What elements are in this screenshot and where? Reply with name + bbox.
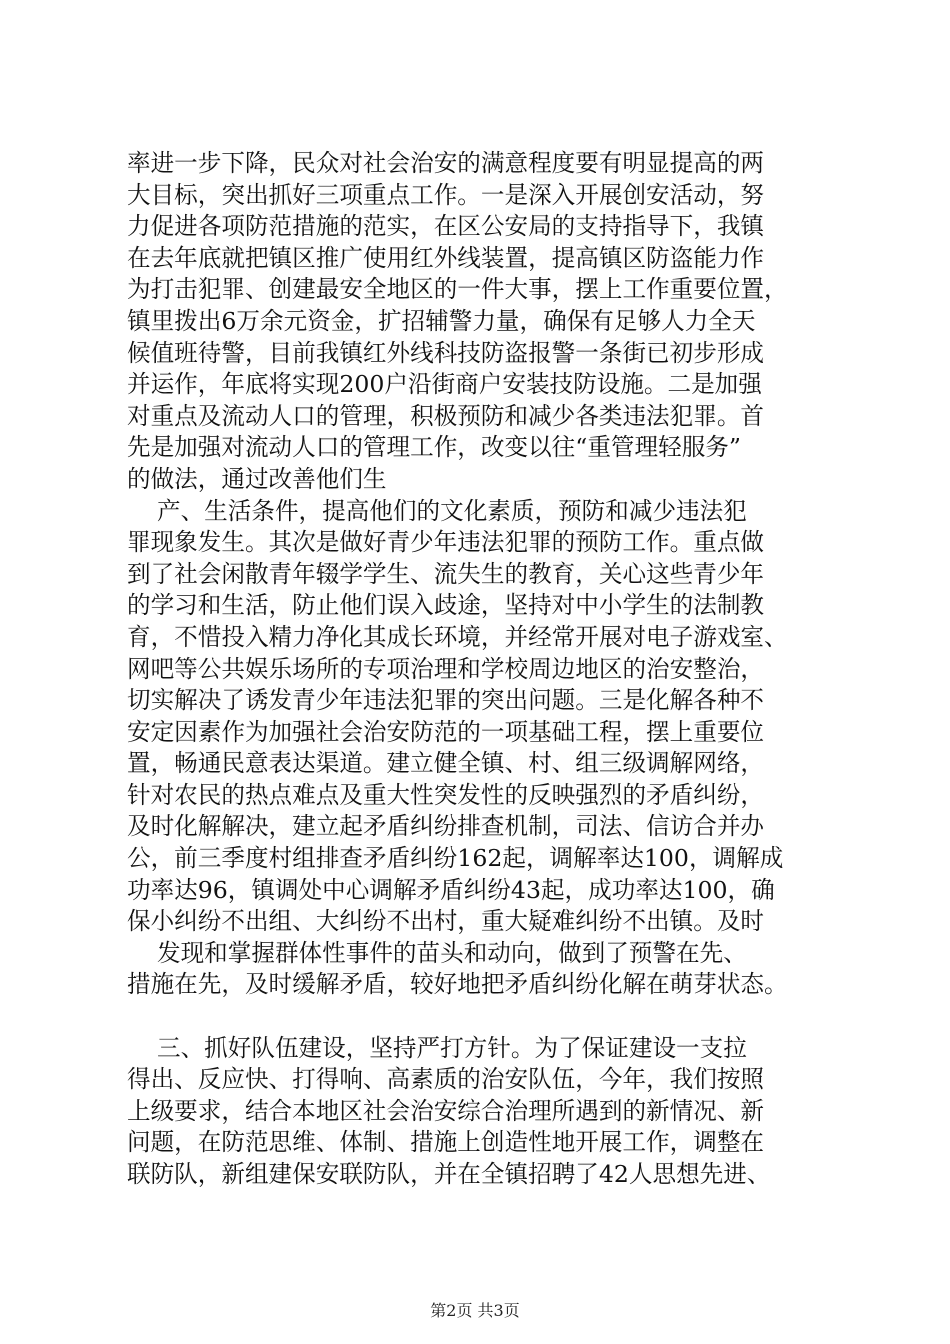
paragraph-2: 产、生活条件，提高他们的文化素质，预防和减少违法犯 罪现象发生。其次是做好青少年违法犯罪的预防工作。重点做 到了社会闲散青年辍学学生、流失生的教育，关心这些青少年 的学习和生活，防止他们误入歧途，坚持对中小学生的法制教 育，不惜投入精力净化其成长环境，并经常开展对电子游戏室、 网吧等公共娱乐场所的专项治理和学校周边地区的治安整治， 切实解决了诱发青少年违法犯罪的突出问题。三是化解各种不 安定因素作为加强社会治安防范的一项基础工程，摆上重要位 置，畅通民意表达渠道。建立健全镇、村、组三级调解网络， 针对农民的热点难点及重大性突发性的反映强烈的矛盾纠纷， 及时化解解决，建立起矛盾纠纷排查机制，司法、信访合并办 公，前三季度村组排查矛盾纠纷162起，调解率达100，调解成 功率达96，镇调处中心调解矛盾纠纷43起，成功率达100，确 保小纠纷不出组、大纠纷不出村，重大疑难纠纷不出镇。及时 [127,496,788,936]
paragraph-spacer [127,1001,837,1033]
paragraph-4: 三、抓好队伍建设，坚持严打方针。为了保证建设一支拉 得出、反应快、打得响、高素质的治安队伍，今年，我们按照 上级要求，结合本地区社会治安综合治理所遇到的新情况、新 问题，在防范思维、体制、措施上创造性地开展工作，调整在 联防队，新组建保安联防队，并在全镇招聘了42人思想先进、 [127,1033,771,1188]
paragraph-1: 率进一步下降，民众对社会治安的满意程度要有明显提高的两 大目标，突出抓好三项重点工作。一是深入开展创安活动，努 力促进各项防范措施的范实，在区公安局的支持指导下，我镇 在去年底就把镇区推广使用红外线装置，提高镇区防盗能力作 为打击犯罪、创建最安全地区的一件大事，摆上工作重要位置， 镇里拨出6万余元资金，扩招辅警力量，确保有足够人力全天 候值班待警，目前我镇红外线科技防盗报警一条街已初步形成 并运作，年底将实现200户沿街商户安装技防设施。二是加强 对重点及流动人口的管理，积极预防和减少各类违法犯罪。首 先是加强对流动人口的管理工作，改变以往“重管理轻服务” 的做法，通过改善他们生 [127,149,788,493]
document-body [127,148,837,1191]
paragraph-3: 发现和掌握群体性事件的苗头和动向，做到了预警在先、 措施在先，及时缓解矛盾，较好地把矛盾纠纷化解在萌芽状态。 [127,938,788,999]
page-footer: 第2页 共3页 [430,1301,520,1320]
